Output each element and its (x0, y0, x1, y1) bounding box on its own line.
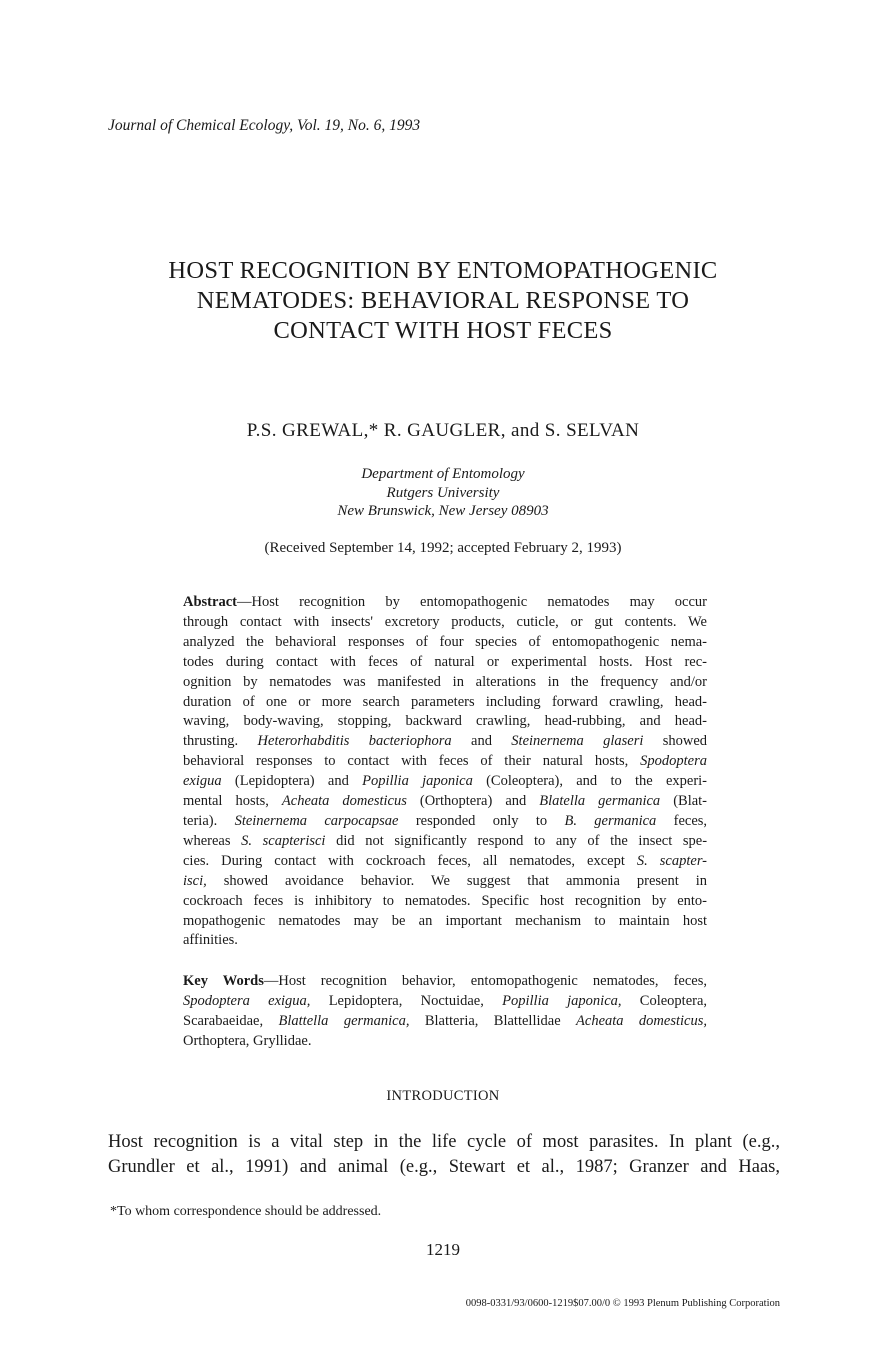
paper-title (100, 256, 786, 346)
title-line: CONTACT WITH HOST FECES (273, 317, 613, 344)
keywords-line: Orthoptera, Gryllidae. (183, 1032, 312, 1049)
abstract-line: through contact with insects' excretory products, cuticle, or gut contents. We (183, 613, 707, 630)
body-line: Grundler et al., 1991) and animal (e.g., Stewart et al., 1987; Granzer and Haas, (108, 1157, 780, 1177)
keywords-line: Key Words—Host recognition behavior, entomopathogenic nematodes, feces, (183, 973, 707, 989)
abstract-line: teria). Steinernema carpocapsae responded only to B. germanica feces, (183, 812, 708, 829)
keywords-line: Spodoptera exigua, Lepidoptera, Noctuidae, Popillia japonica, Coleoptera, (183, 992, 708, 1009)
abstract-line: Abstract—Host recognition by entomopathogenic nematodes may occur (183, 594, 707, 610)
keywords-line: Scarabaeidae, Blattella germanica, Blatteria, Blattellidae Acheata domesticus, (183, 1012, 707, 1029)
abstract-line: mopathogenic nematodes may be an important mechanism to maintain host (183, 912, 707, 929)
abstract-line: duration of one or more search parameters including forward crawling, head- (183, 693, 707, 710)
page-number: 1219 (426, 1240, 460, 1259)
abstract-line: affinities. (183, 932, 238, 949)
abstract (183, 593, 707, 951)
affiliation-line: Rutgers University (386, 484, 500, 501)
abstract-line: thrusting. Heterorhabditis bacteriophora and Steinernema glaseri showed (183, 733, 708, 750)
abstract-line: exigua (Lepidoptera) and Popillia japonica (Coleoptera), and to the experi- (183, 773, 708, 790)
section-heading: INTRODUCTION (386, 1088, 500, 1104)
abstract-line: todes during contact with feces of natural or experimental hosts. Host rec- (183, 653, 707, 670)
abstract-line: waving, body-waving, stopping, backward crawling, head-rubbing, and head- (183, 713, 707, 730)
key-words (183, 972, 707, 1052)
abstract-line: cockroach feces is inhibitory to nematodes. Specific host recognition by ento- (183, 892, 707, 909)
abstract-line: cies. During contact with cockroach feces, all nematodes, except S. scapter- (183, 852, 708, 869)
title-line: NEMATODES: BEHAVIORAL RESPONSE TO (196, 287, 690, 314)
author-list: P.S. GREWAL,* R. GAUGLER, and S. SELVAN (246, 420, 640, 441)
body-line: Host recognition is a vital step in the life cycle of most parasites. In plant (e.g., (108, 1132, 780, 1152)
body-text (108, 1130, 780, 1180)
abstract-line: isci, showed avoidance behavior. We suggest that ammonia present in (183, 872, 707, 889)
affiliation (100, 465, 786, 521)
keywords-heading: Key Words (183, 973, 264, 989)
abstract-line: whereas S. scapterisci did not significantly respond to any of the insect spe- (183, 832, 708, 849)
copyright-notice: 0098-0331/93/0600-1219$07.00/0 © 1993 Plenum Publishing Corporation (465, 1298, 780, 1309)
affiliation-line: New Brunswick, New Jersey 08903 (337, 503, 549, 519)
title-line: HOST RECOGNITION BY ENTOMOPATHOGENIC (168, 257, 718, 284)
journal-citation: Journal of Chemical Ecology, Vol. 19, No. 6, 1993 (108, 117, 421, 134)
affiliation-line: Department of Entomology (361, 466, 525, 482)
abstract-heading: Abstract (183, 594, 237, 610)
abstract-line: ognition by nematodes was manifested in alterations in the frequency and/or (183, 673, 707, 690)
abstract-line: mental hosts, Acheata domesticus (Orthoptera) and Blatella germanica (Blat- (183, 793, 708, 810)
footnote: *To whom correspondence should be addressed. (110, 1204, 382, 1219)
abstract-line: analyzed the behavioral responses of four species of entomopathogenic nema- (183, 633, 707, 650)
received-dates: (Received September 14, 1992; accepted February 2, 1993) (264, 540, 622, 556)
abstract-line: behavioral responses to contact with feces of their natural hosts, Spodoptera (183, 753, 708, 770)
